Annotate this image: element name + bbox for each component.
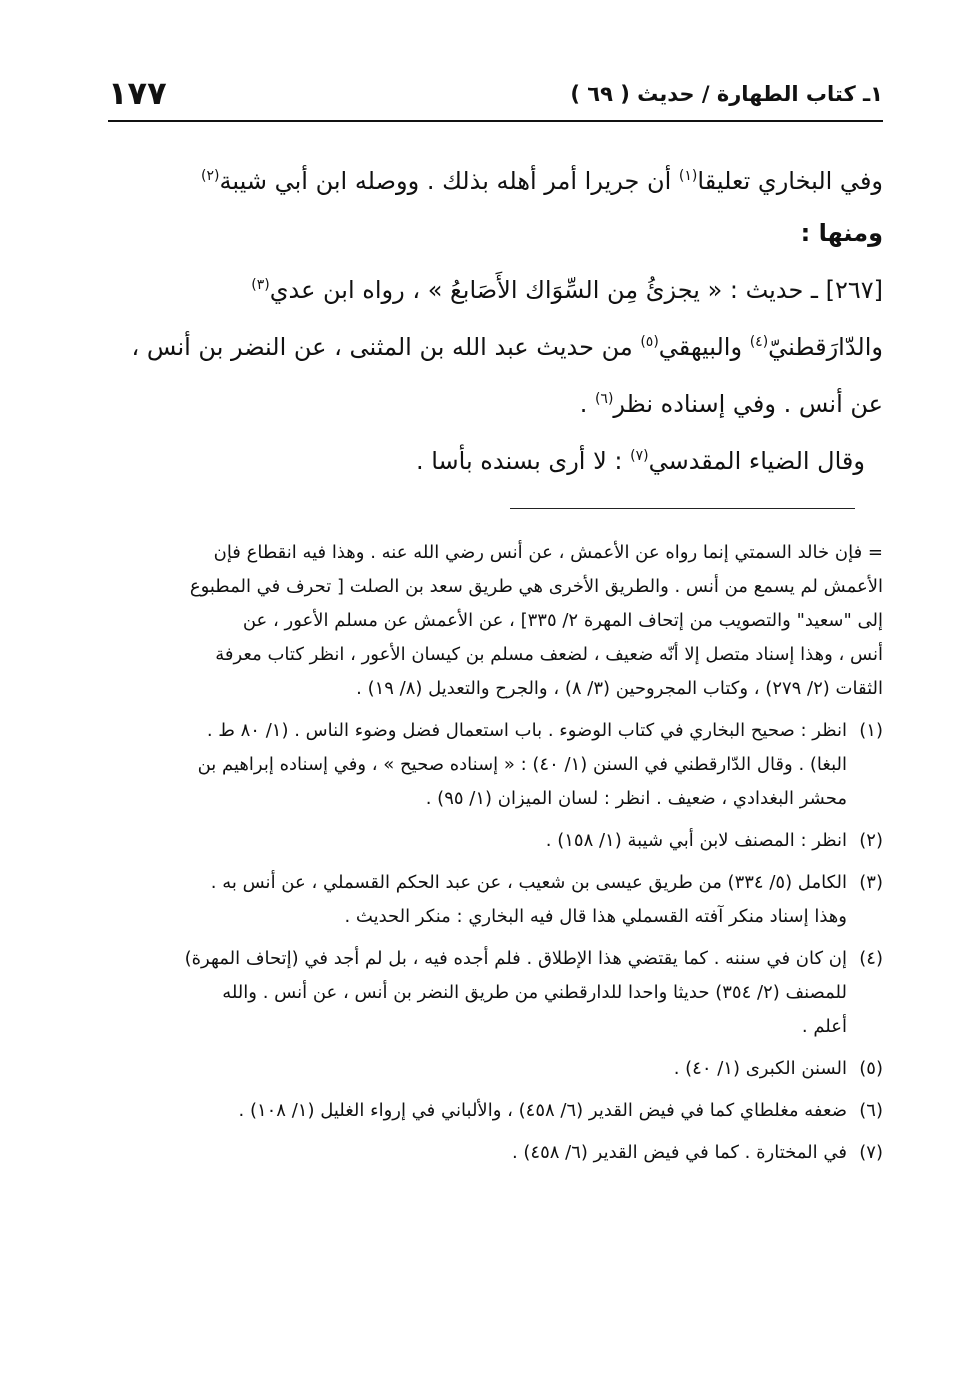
footnote-ref[interactable]: (٤) (749, 334, 769, 350)
page-number: ١٧٧ (108, 74, 167, 112)
footnote-5: (٥) السنن الكبرى (١/ ٤٠) . (108, 1052, 883, 1086)
text-line: والدّارَقطنيّ$^{(٤)}$ والبيهقي$^{(٥)}$ من حديث عبد الله بن المثنى ، عن النضر بن أنس ، (131, 333, 883, 361)
footnote-ref[interactable]: (٢) (201, 168, 220, 184)
footnote-number: (٥) (859, 1058, 883, 1079)
footnote-ref[interactable]: (١) (678, 168, 698, 184)
footnote-7: (٧) في المختارة . كما في فيض القدير (٦/ ٤٥٨) . (108, 1136, 883, 1170)
footnote-number: (٦) (859, 1100, 883, 1121)
footnote-number: (٤) (859, 948, 883, 969)
page-header (108, 74, 883, 120)
footnote-4: (٤) إن كان في سننه . كما يقتضي هذا الإطلاق . فلم أجده فيه ، بل لم أجد في (إتحاف المهرة) للمصنف (٢/ ٣٥٤) حديثا واحدا للدارقطني من طريق النضر بن أنس ، عن أنس . والله أعلم . (108, 942, 883, 1044)
footnote-2: (٢) انظر : المصنف لابن أبي شيبة (١/ ١٥٨) . (108, 824, 883, 858)
footnote-number: (٢) (859, 830, 883, 851)
text-line: وقال الضياء المقدسي$^{(٧)}$ : لا أرى بسنده بأسا . (415, 447, 865, 475)
footnote-ref[interactable]: (٥) (640, 334, 659, 350)
hadith-entry-line: [٢٦٧] ـ حديث : « يجزئُ مِن السِّوَاك الأَصَابعُ » ، رواه ابن عدي$^{(٣)}$ (251, 276, 883, 304)
main-text (108, 150, 883, 487)
footnote-6: (٦) ضعفه مغلطاي كما في فيض القدير (٦/ ٤٥٨) ، والألباني في إرواء الغليل (١/ ١٠٨) . (108, 1094, 883, 1128)
text-line: وفي البخاري تعليقا$^{(١)}$ أن جريرا أمر أهله بذلك . ووصله ابن أبي شيبة$^{(٢)}$ (201, 167, 883, 195)
header-rule (108, 120, 883, 122)
footnotes (108, 536, 883, 1178)
section-label: ومنها : (800, 219, 883, 247)
footnote-number: (١) (859, 720, 883, 741)
footnote-number: (٧) (859, 1142, 883, 1163)
footnote-ref[interactable]: (٧) (630, 448, 649, 464)
running-title: ١ـ كتاب الطهارة / حديث ( ٦٩ ) (570, 82, 883, 106)
footnote-continuation: = فإن خالد السمتي إنما رواه عن الأعمش ، عن أنس رضي الله عنه . وهذا فيه انقطاع فإن الأعمش لم يسمع من أنس . والطريق الأخرى هي طريق سعد بن الصلت [ تحرف في المطبوع إلى "سعيد" والتصويب من إتحاف المهرة ٢/ ٣٣٥] ، عن الأعمش عن مسلم الأعور ، عن أنس ، وهذا إسناد متصل إلا أنّه ضعيف ، لضعف مسلم بن كيسان الأعور ، انظر كتاب معرفة الثقات (٢/ ٢٧٩) ، وكتاب المجروحين (٣/ ٨) ، والجرح والتعديل (٨/ ١٩) . (189, 542, 883, 699)
footnote-separator (510, 508, 855, 509)
footnote-3: (٣) الكامل (٥/ ٣٣٤) من طريق عيسى بن شعيب ، عن عبد الحكم القسملي ، عن أنس به . وهذا إسناد منكر آفته القسملي هذا قال فيه البخاري : منكر الحديث . (108, 866, 883, 934)
footnote-ref[interactable]: (٦) (594, 391, 614, 407)
footnote-number: (٣) (859, 872, 883, 893)
text-line: عن أنس . وفي إسناده نظر$^{(٦)}$ . (579, 390, 883, 418)
footnote-ref[interactable]: (٣) (251, 277, 270, 293)
footnote-1: (١) انظر : صحيح البخاري في كتاب الوضوء . باب استعمال فضل وضوء الناس . (١/ ٨٠ ط . البغا) . وقال الدّارقطني في السنن (١/ ٤٠) : « إسناده صحيح » ، وفي إسناده إبراهيم بن محشر البغدادي ، ضعيف . انظر : لسان الميزان (١/ ٩٥) . (108, 714, 883, 816)
